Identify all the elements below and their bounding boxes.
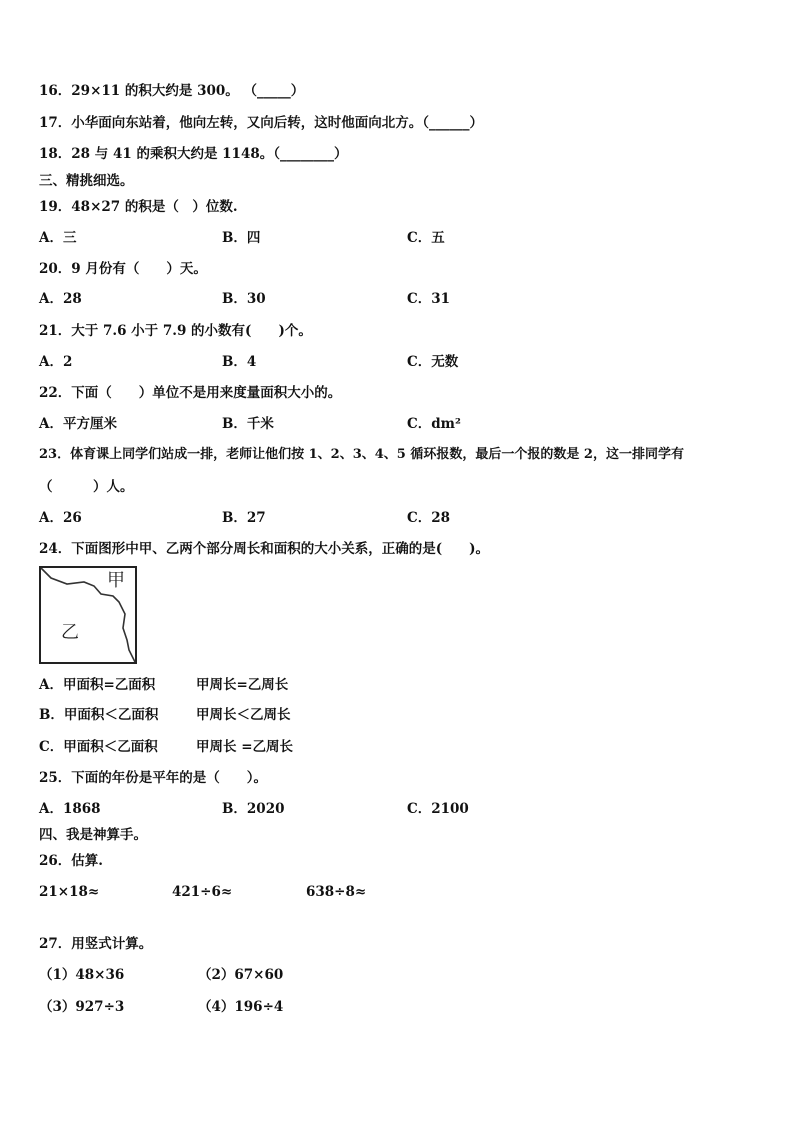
q20-option-b: B．30: [222, 291, 266, 307]
q25-option-b: B．2020: [222, 801, 285, 817]
question-26: 26．估算.: [39, 853, 103, 869]
question-20: 20．9 月份有（ ）天。: [39, 261, 207, 277]
question-23-line-1: 23．体育课上同学们站成一排，老师让他们按 1、2、3、4、5 循环报数，最后一个报的数是 2，这一排同学有: [39, 447, 684, 462]
q21-option-b: B．4: [222, 354, 257, 370]
q24-option-b-perimeter: 甲周长＜乙周长: [196, 707, 291, 723]
q20-option-c: C．31: [407, 291, 451, 307]
q25-option-a: A．1868: [39, 801, 101, 817]
estimate-item-2: 421÷6≈: [172, 884, 233, 900]
question-22: 22．下面（ ）单位不是用来度量面积大小的。: [39, 385, 342, 401]
label-jia: 甲: [107, 570, 125, 591]
estimate-item-1: 21×18≈: [39, 884, 100, 900]
vertical-calc-4: （4）196÷4: [198, 999, 284, 1015]
q21-option-a: A．2: [39, 354, 73, 370]
section-3-heading: 三、精挑细选。: [39, 173, 134, 189]
q24-option-c-perimeter: 甲周长 =乙周长: [196, 739, 294, 755]
q21-option-c: C．无数: [407, 354, 459, 370]
question-24: 24．下面图形中甲、乙两个部分周长和面积的大小关系，正确的是( )。: [39, 541, 490, 557]
estimate-item-3: 638÷8≈: [306, 884, 367, 900]
label-yi: 乙: [61, 622, 79, 643]
q24-option-a-area: A．甲面积=乙面积: [39, 677, 156, 693]
q23-option-b: B．27: [222, 510, 266, 526]
q24-option-c-area: C．甲面积＜乙面积: [39, 739, 158, 755]
vertical-calc-3: （3）927÷3: [39, 999, 125, 1015]
q24-option-b-area: B．甲面积＜乙面积: [39, 707, 159, 723]
q19-option-a: A．三: [39, 230, 77, 246]
question-23-line-2: （ ）人。: [39, 479, 134, 495]
vertical-calc-2: （2）67×60: [198, 967, 284, 983]
section-4-heading: 四、我是神算手。: [39, 827, 147, 843]
q24-option-a-perimeter: 甲周长=乙周长: [196, 677, 289, 693]
q22-option-b: B．千米: [222, 416, 274, 432]
question-19: 19．48×27 的积是（ ）位数.: [39, 199, 238, 215]
question-25: 25．下面的年份是平年的是（ ）。: [39, 770, 268, 786]
q23-option-c: C．28: [407, 510, 451, 526]
q24-figure: [39, 566, 137, 664]
q19-option-b: B．四: [222, 230, 261, 246]
q23-option-a: A．26: [39, 510, 82, 526]
q22-option-c: C．dm²: [407, 416, 461, 432]
q22-option-a: A．平方厘米: [39, 416, 117, 432]
question-21: 21．大于 7.6 小于 7.9 的小数有( )个。: [39, 323, 312, 339]
q19-option-c: C．五: [407, 230, 445, 246]
question-27: 27．用竖式计算。: [39, 936, 153, 952]
vertical-calc-1: （1）48×36: [39, 967, 125, 983]
question-16: 16．29×11 的积大约是 300。 （_____）: [39, 83, 305, 99]
question-17: 17．小华面向东站着，他向左转，又向后转，这时他面向北方。（______）: [39, 115, 484, 131]
question-18: 18．28 与 41 的乘积大约是 1148。（________）: [39, 146, 348, 162]
q20-option-a: A．28: [39, 291, 82, 307]
q25-option-c: C．2100: [407, 801, 469, 817]
